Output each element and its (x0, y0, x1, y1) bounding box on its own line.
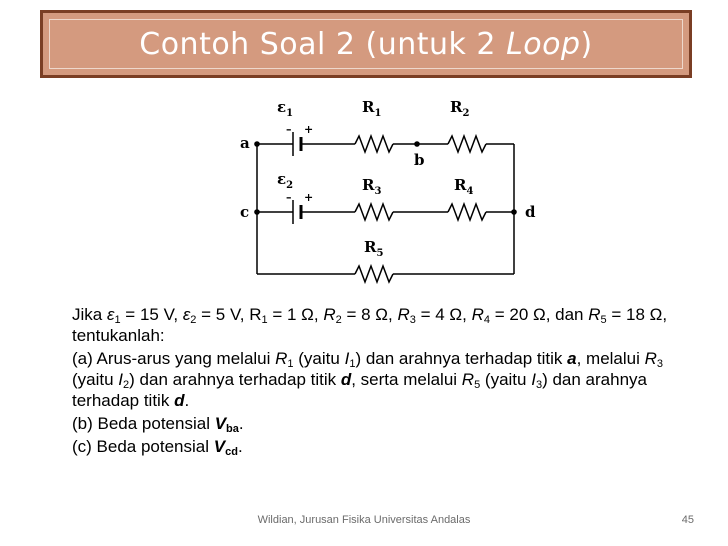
title-banner (40, 10, 692, 78)
emf2-minus: – (286, 191, 292, 204)
node-c-dot (254, 209, 260, 215)
slide-title (43, 27, 689, 62)
title-italic-text: Loop (506, 27, 581, 62)
r2-label: $R_2$ (450, 98, 470, 119)
r3-resistor (355, 204, 393, 220)
emf2-plus: + (304, 191, 314, 204)
emf2-label: $\varepsilon_2$ (277, 170, 294, 191)
problem-text (72, 304, 692, 459)
node-a-label: a (240, 134, 250, 152)
r4-label: $R_4$ (454, 176, 474, 197)
r1-resistor (355, 136, 393, 152)
footer-credit: Wildian, Jurusan Fisika Universitas Andalas (257, 514, 471, 526)
node-b-label: b (414, 151, 425, 169)
node-a-dot (254, 141, 260, 147)
emf1-minus: – (286, 123, 292, 136)
r1-label: $R_1$ (362, 98, 382, 119)
node-d-dot (511, 209, 517, 215)
question-b: (b) Beda potensial $V_{ba}$. (72, 414, 244, 435)
r4-resistor (448, 204, 486, 220)
title-main-text: Contoh Soal 2 (untuk 2 (139, 27, 507, 62)
question-a: (a) Arus-arus yang melalui $R_1$ (yaitu $I_1$) dan arahnya terhadap titik a, melalui $R_3$ (yaitu $I_2$) dan arahnya terhadap titik d, serta melalui $R_5$ (yaitu $I_3$) dan arahnya terhadap titik d. (72, 349, 664, 410)
node-b-dot (414, 141, 420, 147)
r5-label: $R_5$ (364, 238, 384, 259)
r5-resistor (355, 266, 393, 282)
title-close-text: ) (580, 27, 593, 62)
r2-resistor (448, 136, 486, 152)
r3-label: $R_3$ (362, 176, 382, 197)
question-c: (c) Beda potensial $V_{cd}$. (72, 437, 243, 458)
node-c-label: c (240, 203, 250, 221)
page-number: 45 (681, 514, 694, 526)
emf1-plus: + (304, 123, 314, 136)
node-d-label: d (525, 203, 536, 221)
emf1-label: $\varepsilon_1$ (277, 98, 294, 119)
given-values: Jika $\varepsilon_1 = 15$ V, $\varepsilon_2 = 5$ V, $R_1 = 1$ Ω, $R_2 = 8$ Ω, $R_3 = 4$ Ω, $R_4 = 20$ Ω, dan $R_5 = 18$ Ω, tentukanlah: (72, 305, 668, 345)
circuit-diagram (220, 88, 550, 298)
